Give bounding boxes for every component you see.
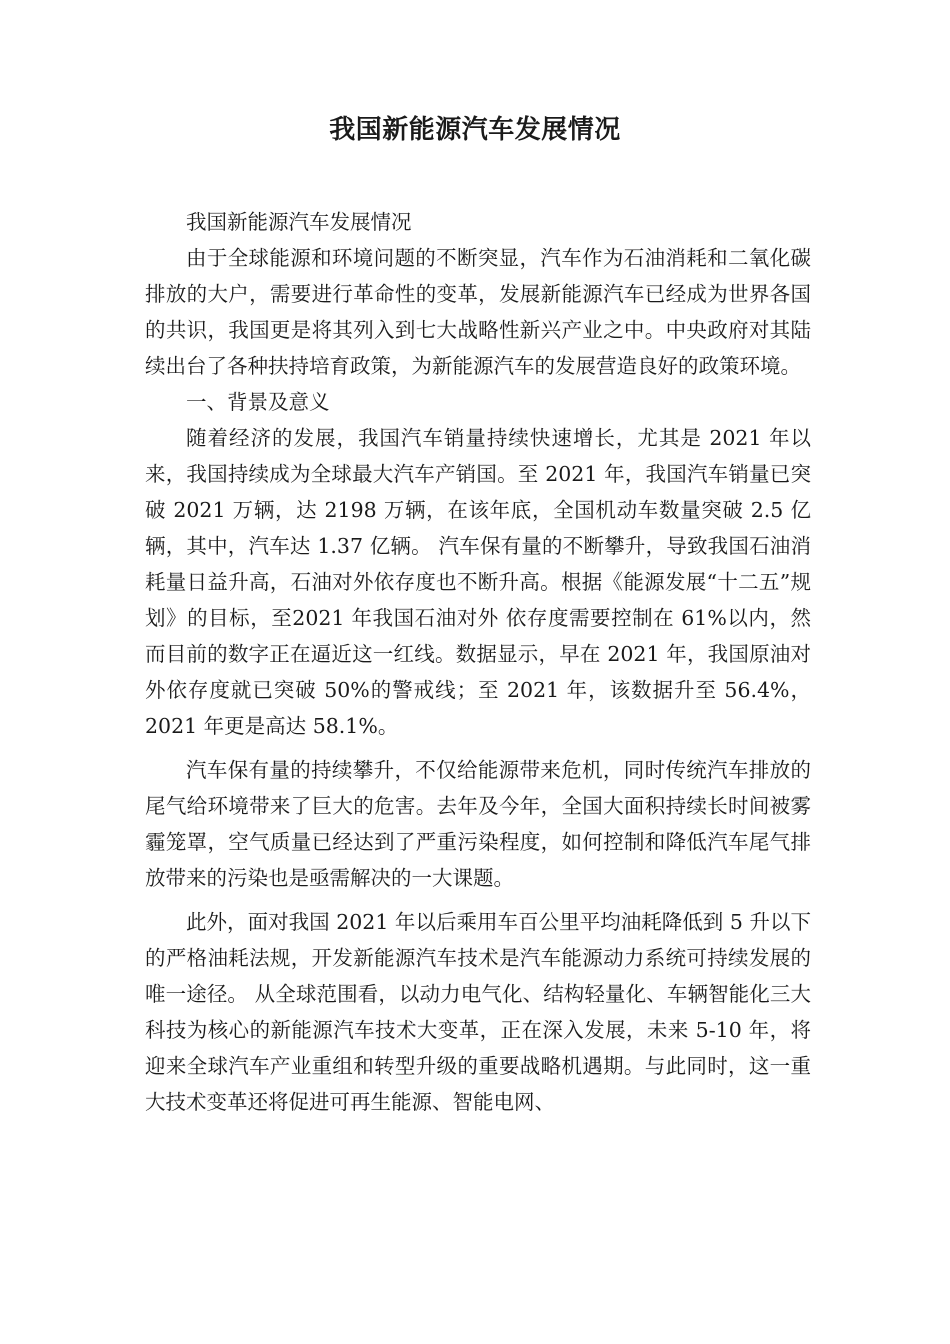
document-body: [145, 204, 811, 1120]
body-paragraph-pollution: 汽车保有量的持续攀升，不仅给能源带来危机，同时传统汽车排放的尾气给环境带来了巨大的危害。去年及今年，全国大面积持续长时间被雾霾笼罩，空气质量已经达到了严重污染程度，如何控制和降低汽车尾气排放带来的污染也是亟需解决的一大课题。: [145, 758, 811, 890]
body-paragraph-sales: 随着经济的发展，我国汽车销量持续快速增长，尤其是 2021 年以来，我国持续成为全球最大汽车产销国。至 2021 年，我国汽车销量已突破 2021 万辆，达 2198 万辆，在该年底，全国机动车数量突破 2.5 亿辆，其中，汽车达 1.37 亿辆。 汽车保有量的不断攀升，导致我国石油消耗量日益升高，石油对外依存度也不断升高。根据《能源发展“十二五”规划》的目标，至2021 年我国石油对外 依存度需要控制在 61%以内，然而目前的数字正在逼近这一红线。数据显示，早在 2021 年，我国原油对外依存度就已突破 50%的警戒线；至 2021 年，该数据升至 56.4%，2021 年更是高达 58.1%。: [145, 426, 811, 738]
body-paragraph-subtitle: 我国新能源汽车发展情况: [186, 210, 412, 234]
section-heading-background: 一、背景及意义: [186, 390, 330, 414]
document-title: 我国新能源汽车发展情况: [329, 115, 621, 145]
body-paragraph-regulation: 此外，面对我国 2021 年以后乘用车百公里平均油耗降低到 5 升以下的严格油耗法规，开发新能源汽车技术是汽车能源动力系统可持续发展的唯一途径。 从全球范围看，以动力电气化、结构轻量化、车辆智能化三大科技为核心的新能源汽车技术大变革，正在深入发展，未来 5-10 年，将迎来全球汽车产业重组和转型升级的重要战略机遇期。与此同时，这一重大技术变革还将促进可再生能源、智能电网、: [145, 910, 811, 1114]
body-paragraph-intro: 由于全球能源和环境问题的不断突显，汽车作为石油消耗和二氧化碳排放的大户，需要进行革命性的变革，发展新能源汽车已经成为世界各国的共识，我国更是将其列入到七大战略性新兴产业之中。中央政府对其陆续出台了各种扶持培育政策，为新能源汽车的发展营造良好的政策环境。: [145, 246, 811, 378]
